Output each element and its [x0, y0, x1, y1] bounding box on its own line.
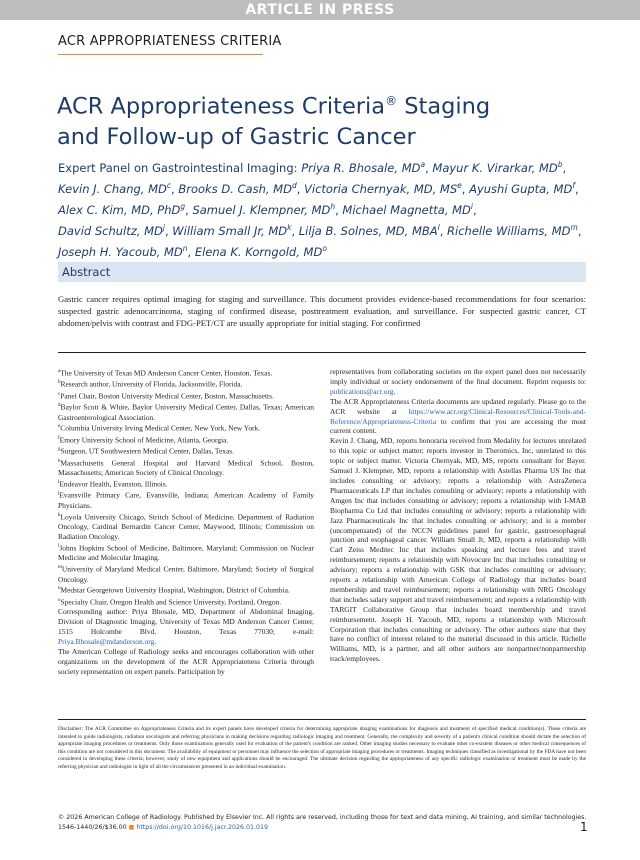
conflict-disclosures: Kevin J. Chang, MD, reports honoraria received from Medality for lectures unrelated to this topic or subject matter; reports investor in Theromics, Inc, unrelated to this topic or subject matter. Victoria Chernyak, MD, MS, reports consultant for Bayer. Samuel J. Klempner, MD, reports a relationship with Astellas Pharma US Inc that includes consulting or advisory; reports a relationship with AstraZeneca Pharmaceuticals LP that includes consulting or advisory; reports a relationship with Amgen Inc that includes consulting or advisory; reports a relationship with I-MAB Biopharma Co Ltd that includes consulting or advisory; reports a relationship with Jazz Pharmaceuticals Inc that includes consulting or advisory; and is a member (uncompensated) of the NCCN guidelines panel for gastric, gastroesophageal junction and esophageal cancer. William Small Jr, MD, reports a relationship with Carl Zeiss Meditec Inc that includes speaking and lecture fees and travel reimbursement; reports a relationship with Novocure Inc that includes consulting or advisory; reports a relationship with GSK that includes consulting or advisory; reports a relationship with American College of Radiology that includes board membership and travel reimbursement; reports a relationship with NRG Oncology that includes salary support and travel reimbursement; and reports a relationship with TARGIT Collaborative Group that includes board membership and travel reimbursement. Joseph H. Yacoub, MD, reports a relationship with Microsoft Corporation that includes consulting or advisory. The other authors state that they have no conflict of interest related to the material discussed in this article. Richelle Williams, MD, is a partner, and all other authors are nonpartner/nonpartnership track/employees.: [330, 436, 586, 664]
author-name: Michael Magnetta, MD: [342, 202, 471, 217]
author-name: Victoria Chernyak, MD, MS: [304, 181, 458, 196]
author-affil-mark: c: [166, 181, 172, 191]
doi-link[interactable]: https://doi.org/10.1016/j.jacr.2026.01.019: [136, 824, 269, 831]
author-affil-mark: g: [180, 202, 186, 212]
affiliation-text: The University of Texas MD Anderson Cancer Center, Houston, Texas.: [60, 368, 273, 378]
affiliation: [58, 378, 314, 389]
author-name: Lilja B. Solnes, MD, MBA: [298, 223, 438, 238]
author-affil-mark: d: [291, 181, 297, 191]
abstract-heading: Abstract: [62, 265, 111, 279]
affiliation-mark: k: [58, 512, 61, 518]
affiliation: [58, 584, 314, 595]
affiliation: [58, 542, 314, 563]
affiliation-mark: e: [58, 424, 61, 430]
author-affil-mark: j: [162, 223, 165, 233]
registered-mark: ®: [385, 94, 398, 108]
author-name: Samuel J. Klempner, MD: [192, 202, 331, 217]
affiliation-mark: h: [58, 458, 61, 464]
affiliation-text: Research author, University of Florida, Jacksonville, Florida.: [60, 379, 243, 389]
update-end: to confirm that you are accessing the most current content.: [330, 416, 586, 436]
author-name: Joseph H. Yacoub, MD: [58, 244, 183, 259]
reprint-text: representatives from collaborating societies on the expert panel does not necessarily imply individual or society endorsement of the final document. Reprint requests to:: [330, 367, 586, 386]
affiliation-text: Medstar Georgetown University Hospital, Washington, District of Columbia.: [60, 585, 290, 595]
affiliation-mark: a: [58, 369, 61, 374]
acr-criteria-link[interactable]: https://www.acr.org/Clinical-Resources/Clinical-Tools-and-Reference/Appropriateness-Criteria: [330, 406, 586, 426]
author-affil-mark: a: [420, 160, 426, 169]
section-divider: [58, 352, 586, 353]
author-name: Alex C. Kim, MD, PhD: [58, 202, 181, 217]
author-affil-mark: o: [322, 244, 327, 254]
corresponding-end: .: [154, 636, 157, 646]
author-name: Ayushi Gupta, MD: [469, 181, 573, 196]
affiliation-text: Columbia University Irving Medical Center, New York, New York.: [60, 423, 261, 433]
title-line1-rest: Staging: [397, 93, 491, 120]
section-label: ACR APPROPRIATENESS CRITERIA: [58, 34, 282, 49]
article-in-press-banner: ARTICLE IN PRESS: [0, 0, 640, 20]
affiliation-mark: c: [58, 391, 61, 397]
affiliation: [58, 563, 314, 584]
affiliation: [58, 511, 314, 542]
affiliation-mark: f: [58, 435, 60, 441]
affiliation: [58, 434, 314, 445]
article-title: [57, 86, 597, 152]
affiliations-column: [58, 367, 314, 677]
publications-email-link[interactable]: publications@acr.org: [330, 386, 394, 396]
author-affil-mark: l: [437, 223, 440, 233]
title-line1: ACR Appropriateness Criteria: [57, 93, 386, 120]
affiliation: [58, 596, 314, 607]
issn-doi-line: [58, 824, 268, 831]
affiliation-mark: d: [58, 403, 61, 409]
author-name: Priya R. Bhosale, MD: [301, 160, 421, 175]
affiliation-mark: o: [58, 597, 61, 603]
section-rule: [58, 54, 263, 55]
affiliation-text: Baylor Scott & White, Baylor University Medical Center, Dallas, Texas; American Gastroenterological Association.: [58, 402, 314, 422]
author-affil-mark: h: [330, 202, 336, 212]
affiliation-mark: n: [58, 586, 61, 592]
affiliation: [58, 367, 314, 378]
affiliation: [58, 445, 314, 456]
title-line2: and Follow-up of Gastric Cancer: [57, 123, 416, 150]
author-name: Kevin J. Chang, MD: [58, 181, 167, 196]
affiliation-text: Massachusetts General Hospital and Harvard Medical School, Boston, Massachusetts; American Society of Clinical Oncology.: [58, 458, 314, 478]
author-name: Elena K. Korngold, MD: [194, 244, 323, 259]
author-affil-mark: m: [570, 223, 578, 233]
author-name: David Schultz, MD: [58, 223, 163, 238]
update-notice: [330, 397, 586, 437]
author-affil-mark: i: [470, 202, 474, 212]
author-name: Mayur K. Virarkar, MD: [432, 160, 558, 175]
affiliation: [58, 457, 314, 478]
author-affil-mark: b: [557, 160, 563, 169]
author-list: Expert Panel on Gastrointestinal Imaging: Priya R. Bhosale, $MD^a$, Mayur K. Virarkar, $MD^b$, Kevin J. Chang, $MD^c$, Brooks D. Cash, $MD^d$, Victoria Chernyak, MD, $MS^e$, Ayushi Gupta, $MD^f$, Alex C. Kim, MD, PhD$^g$, Samuel J. Klempner, $MD^h$, Michael Magnetta, $MD^i$, David Schultz, $MD^j$, William Small Jr, $MD^k$, Lilja B. Solnes, MD, MBA$^l$, Richelle Williams, $MD^m$, Joseph H. Yacoub, $MD^n$, Elena K. Korngold, $MD^o$: [58, 160, 582, 259]
affiliation-mark: i: [58, 479, 60, 485]
affiliation-mark: l: [58, 543, 60, 549]
abstract-text: Gastric cancer requires optimal imaging for staging and surveillance. This document provides evidence-based recommendations for four scenarios: suspected gastric adenocarcinoma, staging of confirmed disease, posttreatment evaluation, and surveillance. For suspected gastric cancer, CT abdomen/pelvis with contrast and FDG-PET/CT are usually appropriate for initial staging. For confirmed: [58, 294, 586, 328]
disclaimer-divider: [58, 719, 586, 720]
copyright-line: © 2026 American College of Radiology. Published by Elsevier Inc. All rights are reserved, including those for text and data mining, AI training, and similar technologies.: [58, 814, 587, 821]
author-affil-mark: n: [182, 244, 188, 254]
affiliation: [58, 422, 314, 433]
affiliation-text: Loyola University Chicago, Stritch School of Medicine, Department of Radiation Oncology, Cardinal Bernardin Cancer Center, Maywood, Illinois; Commission on Radiation Oncology.: [58, 512, 314, 541]
author-name: William Small Jr, MD: [172, 223, 288, 238]
disclaimer-text: Disclaimer: The ACR Committee on Appropriateness Criteria and its expert panels have developed criteria for determining appropriate imaging examinations for diagnosis and treatment of specified medical condition(s). These criteria are intended to guide radiologists, radiation oncologists and referring physicians in making decisions regarding radiologic imaging and treatment. Generally, the complexity and severity of a patient's clinical condition should dictate the selection of appropriate imaging procedures or treatments. Only those examinations generally used for evaluation of the patient's condition are ranked. Other imaging studies necessary to evaluate other co-existent diseases or other medical consequences of this condition are not considered in this document. The availability of equipment or personnel may influence the selection of appropriate imaging procedures or treatments. Imaging techniques classified as investigational by the FDA have not been considered in developing these criteria; however, study of new equipment and applications should be encouraged. The ultimate decision regarding the appropriateness of any specific radiologic examination or treatment must be made by the referring physician and radiologist in light of all the circumstances presented in an individual examination.: [58, 726, 586, 770]
author-name: Richelle Williams, MD: [447, 223, 571, 238]
issn: 1546-1440/26/$36.00: [58, 824, 127, 831]
author-affil-mark: k: [287, 223, 292, 233]
separator-icon: ■: [128, 824, 135, 831]
affiliation: [58, 489, 314, 510]
reprint-requests: [330, 367, 586, 397]
abstract-heading-bar: [58, 262, 586, 282]
update-text: The ACR Appropriateness Criteria documents are updated regularly. Please go to the ACR website at: [330, 396, 586, 416]
affiliation-text: Specialty Chair, Oregon Health and Science University, Portland, Oregon.: [60, 597, 282, 607]
affiliation-text: Panel Chair, Boston University Medical Center, Boston, Massachusetts.: [60, 391, 274, 401]
panel-name: Expert Panel on Gastrointestinal Imaging:: [58, 160, 302, 175]
author-affil-mark: f: [572, 181, 575, 191]
affiliation-text: Emory University School of Medicine, Atlanta, Georgia.: [59, 435, 229, 445]
affiliation-text: Endeavor Health, Evanston, Illinois.: [59, 479, 168, 489]
page-number: 1: [580, 820, 588, 834]
affiliation: [58, 478, 314, 489]
author-name: Brooks D. Cash, MD: [178, 181, 292, 196]
affiliation-text: Evansville Primary Care, Evansville, Indiana; American Academy of Family Physicians.: [58, 490, 314, 510]
affiliation: [58, 390, 314, 401]
author-affil-mark: e: [457, 181, 462, 191]
affiliation-mark: j: [58, 491, 60, 497]
acr-collaboration-text: The American College of Radiology seeks and encourages collaboration with other organizations on the development of the ACR Appropriateness Criteria through society representation on expert panels. Participation by: [58, 646, 314, 676]
affiliation-text: Johns Hopkins School of Medicine, Baltimore, Maryland; Commission on Nuclear Medicine and Molecular Imaging.: [58, 543, 314, 563]
affiliation-mark: g: [58, 447, 61, 453]
affiliation: [58, 401, 314, 422]
affiliation-mark: b: [58, 380, 61, 386]
corresponding-text: Corresponding author: Priya Bhosale, MD, Department of Abdominal Imaging, Division of Diagnostic Imaging, University of Texas MD Anderson Cancer Center, 1515 Holcombe Blvd, Houston, Texas 77030; e-mail:: [58, 607, 314, 637]
affiliation-text: University of Maryland Medical Center, Baltimore, Maryland; Society of Surgical Oncology.: [58, 564, 314, 584]
reprint-end: .: [393, 386, 396, 396]
affiliation-text: Surgeon, UT Southwestern Medical Center, Dallas, Texas.: [60, 446, 235, 456]
affiliation-mark: m: [58, 565, 62, 571]
disclosures-column: [330, 367, 586, 664]
corresponding-email-link[interactable]: Priya.Bhosale@mdanderson.org: [58, 636, 155, 646]
corresponding-author: [58, 607, 314, 647]
